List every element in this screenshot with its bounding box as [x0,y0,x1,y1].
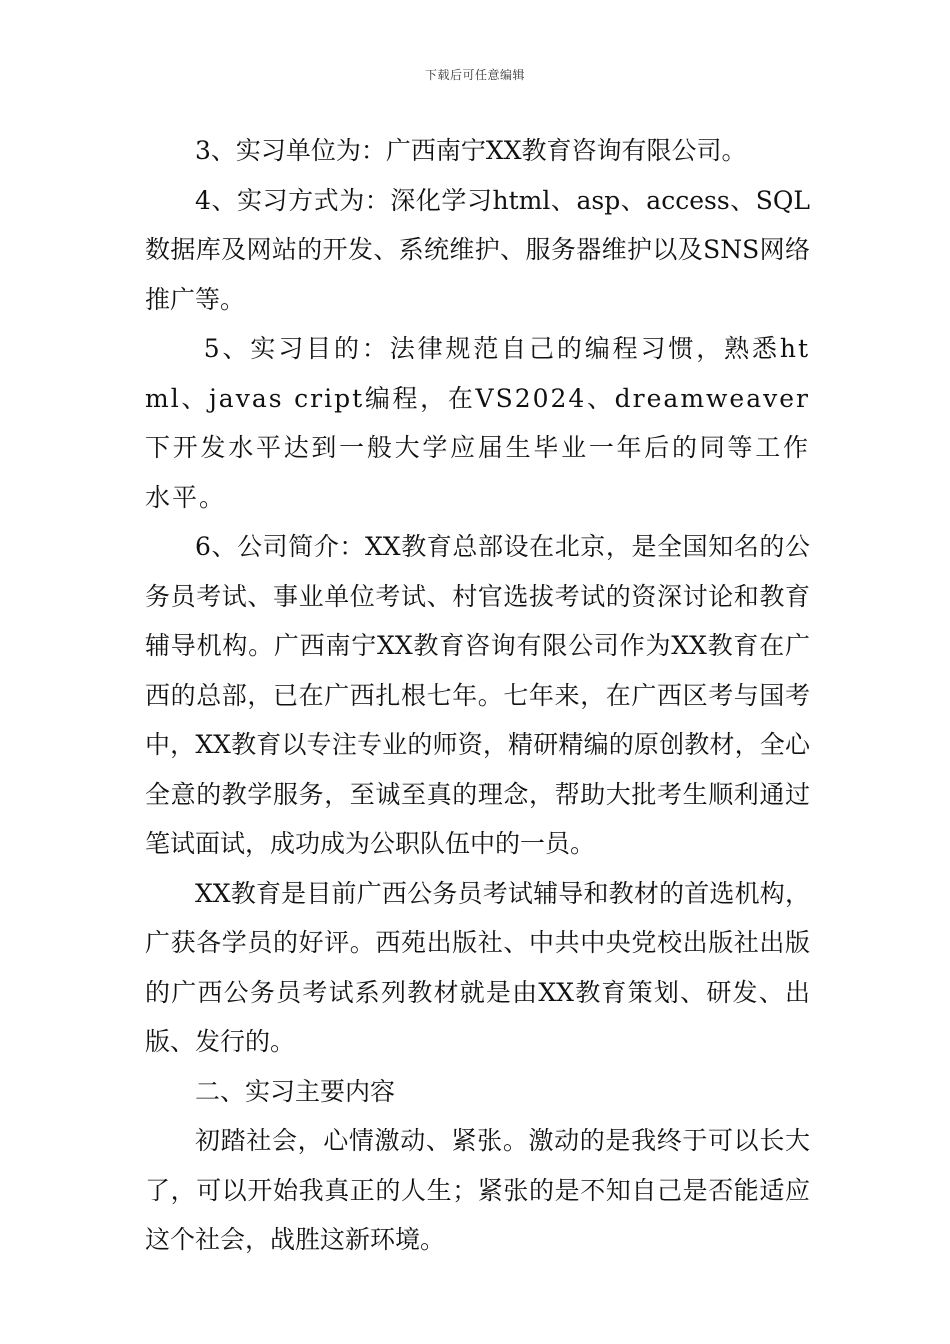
section-heading-main-content: 二、实习主要内容 [195,1076,396,1106]
paragraph-first-impressions: 初踏社会，心情激动、紧张。激动的是我终于可以长大了，可以开始我真正的人生；紧张的是不知自己是否能适应这个社会，战胜这新环境。 [145,1126,810,1254]
paragraph-internship-goal: 5、实习目的：法律规范自己的编程习惯，熟悉html、javas cript编程，在VS2024、dreamweaver下开发水平达到一般大学应届生毕业一年后的同等工作水平。 [145,334,810,512]
page-header: 下载后可任意编辑 [424,68,525,82]
paragraph-company-intro: 6、公司简介：XX教育总部设在北京，是全国知名的公务员考试、事业单位考试、村官选拔考试的资深讨论和教育辅导机构。广西南宁XX教育咨询有限公司作为XX教育在广西的总部，已在广西扎根七年。七年来，在广西区考与国考中，XX教育以专注专业的师资，精研精编的原创教材，全心全意的教学服务，至诚至真的理念，帮助大批考生顺利通过笔试面试，成功成为公职队伍中的一员。 [145,532,810,858]
paragraph-internship-method: 4、实习方式为：深化学习html、asp、access、SQL数据库及网站的开发、系统维护、服务器维护以及SNS网络推广等。 [145,185,810,314]
paragraph-internship-unit: 3、实习单位为：广西南宁XX教育咨询有限公司。 [195,136,747,165]
document-body [145,126,810,1265]
paragraph-company-reputation: XX教育是目前广西公务员考试辅导和教材的首选机构，广获各学员的好评。西苑出版社、中共中央党校出版社出版的广西公务员考试系列教材就是由XX教育策划、研发、出版、发行的。 [145,878,810,1056]
